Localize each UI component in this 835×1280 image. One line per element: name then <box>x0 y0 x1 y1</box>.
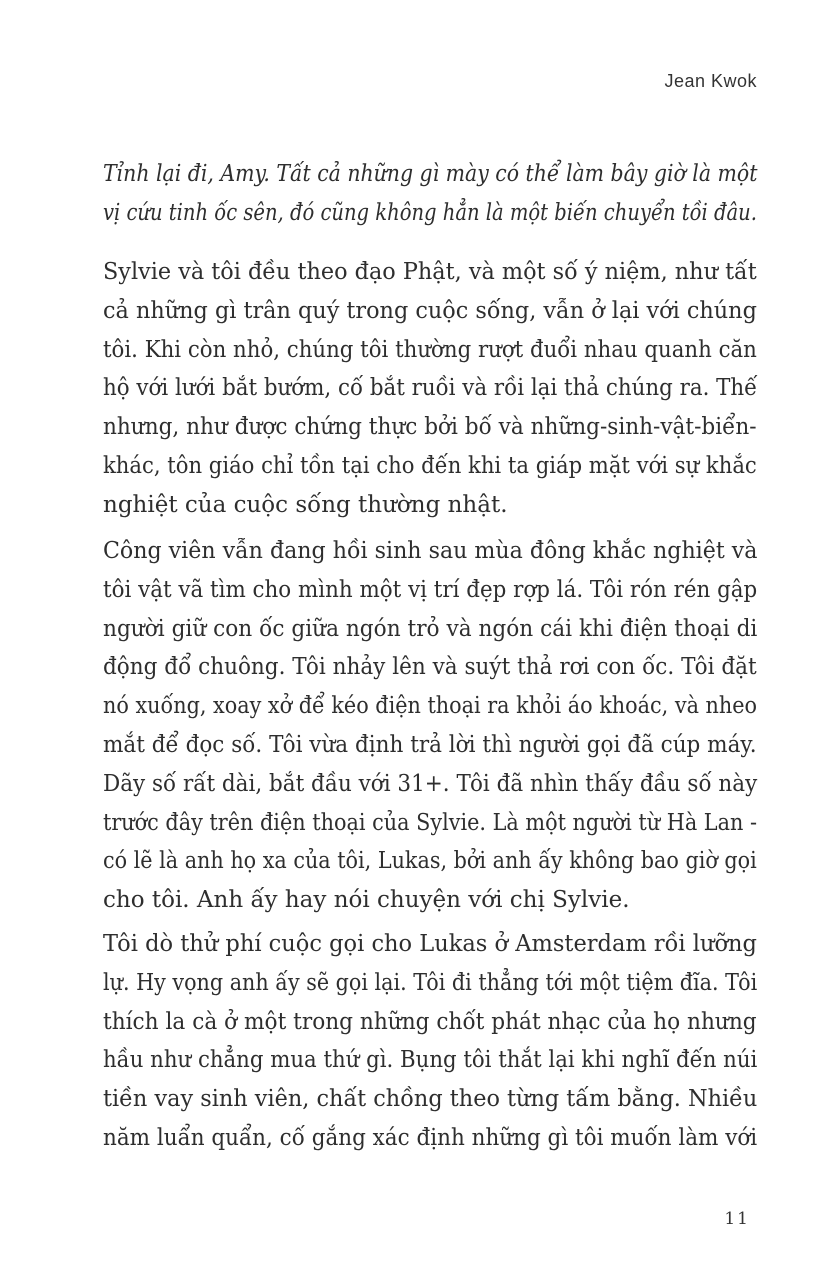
text-line: hộ với lưới bắt bướm, cố bắt ruồi và rồi lại thả chúng ra. Thế <box>103 375 758 402</box>
text-line: cả những gì trân quý trong cuộc sống, vẫn ở lại với chúng <box>103 297 757 324</box>
text-line: cho tôi. Anh ấy hay nói chuyện với chị Sylvie. <box>103 887 630 914</box>
paragraph <box>103 532 757 920</box>
page-number: 11 <box>724 1209 750 1229</box>
text-line: Sylvie và tôi đều theo đạo Phật, và một số ý niệm, như tất <box>103 259 757 285</box>
text-line: Tỉnh lại đi, Amy. Tất cả những gì mày có thể làm bây giờ là một <box>103 161 758 187</box>
text-line: vị cứu tinh ốc sên, đó cũng không hẳn là một biến chuyển tồi đâu. <box>103 199 757 226</box>
text-line: hầu như chẳng mua thứ gì. Bụng tôi thắt lại khi nghĩ đến núi <box>103 1047 758 1074</box>
text-line: lự. Hy vọng anh ấy sẽ gọi lại. Tôi đi thẳng tới một tiệm đĩa. Tôi <box>103 969 758 996</box>
text-line: tôi. Khi còn nhỏ, chúng tôi thường rượt đuổi nhau quanh căn <box>103 336 757 363</box>
text-line: Công viên vẫn đang hồi sinh sau mùa đông khắc nghiệt và <box>103 538 758 564</box>
text-line: thích la cà ở một trong những chốt phát nhạc của họ nhưng <box>103 1008 757 1035</box>
text-line: Tôi dò thử phí cuộc gọi cho Lukas ở Amsterdam rồi lưỡng <box>103 931 757 957</box>
text-line: động đổ chuông. Tôi nhảy lên và suýt thả rơi con ốc. Tôi đặt <box>103 654 757 681</box>
paragraph <box>103 253 757 525</box>
text-line: nó xuống, xoay xở để kéo điện thoại ra khỏi áo khoác, và nheo <box>103 693 758 720</box>
text-line: nghiệt của cuộc sống thường nhật. <box>103 491 508 518</box>
paragraph-italic-thought <box>103 155 757 233</box>
text-line: khác, tôn giáo chỉ tồn tại cho đến khi ta giáp mặt với sự khắc <box>103 452 757 479</box>
text-line: nhưng, như được chứng thực bởi bố và những-sinh-vật-biển- <box>103 414 757 441</box>
text-line: tiền vay sinh viên, chất chồng theo từng tấm bằng. Nhiều <box>103 1086 758 1113</box>
text-line: tôi vật vã tìm cho mình một vị trí đẹp rợp lá. Tôi rón rén gập <box>103 576 758 603</box>
running-header-author: Jean Kwok <box>664 71 757 91</box>
text-line: mắt để đọc số. Tôi vừa định trả lời thì người gọi đã cúp máy. <box>103 731 757 758</box>
text-line: Dãy số rất dài, bắt đầu với 31+. Tôi đã nhìn thấy đầu số này <box>103 770 758 797</box>
text-line: người giữ con ốc giữa ngón trỏ và ngón cái khi điện thoại di <box>103 615 758 642</box>
text-line: năm luẩn quẩn, cố gắng xác định những gì tôi muốn làm với <box>103 1124 758 1151</box>
paragraph <box>103 925 757 1158</box>
text-line: có lẽ là anh họ xa của tôi, Lukas, bởi anh ấy không bao giờ gọi <box>103 848 757 875</box>
text-line: trước đây trên điện thoại của Sylvie. Là một người từ Hà Lan - <box>103 809 758 836</box>
